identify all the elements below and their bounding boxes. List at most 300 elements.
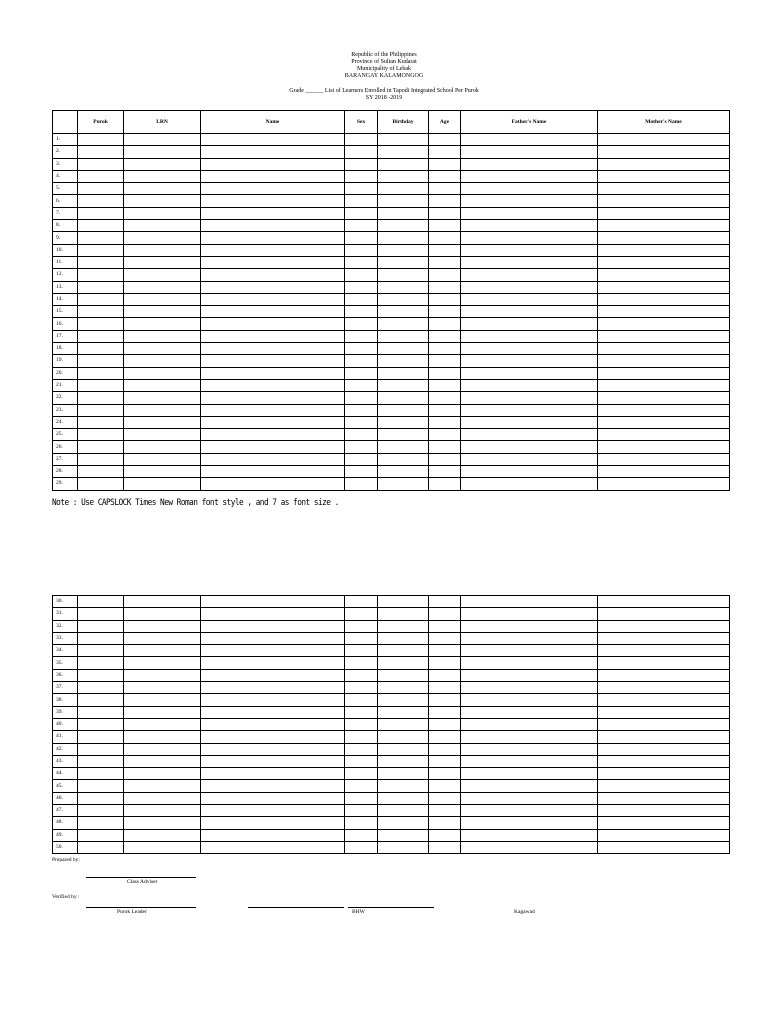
cell-sex[interactable] [345, 429, 378, 441]
cell-sex[interactable] [345, 718, 378, 730]
cell-mothers-name[interactable] [598, 158, 730, 170]
cell-birthday[interactable] [378, 416, 429, 428]
cell-birthday[interactable] [378, 632, 429, 644]
cell-lrn[interactable] [124, 829, 201, 841]
cell-fathers-name[interactable] [461, 355, 598, 367]
cell-birthday[interactable] [378, 608, 429, 620]
cell-fathers-name[interactable] [461, 379, 598, 391]
cell-purok[interactable] [78, 379, 124, 391]
cell-name[interactable] [201, 244, 345, 256]
cell-sex[interactable] [345, 330, 378, 342]
cell-fathers-name[interactable] [461, 731, 598, 743]
cell-age[interactable] [429, 817, 461, 829]
cell-age[interactable] [429, 306, 461, 318]
cell-fathers-name[interactable] [461, 306, 598, 318]
cell-birthday[interactable] [378, 478, 429, 490]
cell-mothers-name[interactable] [598, 632, 730, 644]
cell-lrn[interactable] [124, 183, 201, 195]
cell-mothers-name[interactable] [598, 743, 730, 755]
cell-lrn[interactable] [124, 343, 201, 355]
cell-sex[interactable] [345, 768, 378, 780]
cell-birthday[interactable] [378, 596, 429, 608]
cell-purok[interactable] [78, 632, 124, 644]
cell-name[interactable] [201, 706, 345, 718]
cell-birthday[interactable] [378, 170, 429, 182]
cell-name[interactable] [201, 478, 345, 490]
cell-birthday[interactable] [378, 318, 429, 330]
cell-fathers-name[interactable] [461, 293, 598, 305]
cell-purok[interactable] [78, 841, 124, 853]
cell-birthday[interactable] [378, 183, 429, 195]
cell-sex[interactable] [345, 608, 378, 620]
cell-fathers-name[interactable] [461, 244, 598, 256]
cell-birthday[interactable] [378, 343, 429, 355]
cell-age[interactable] [429, 269, 461, 281]
cell-purok[interactable] [78, 657, 124, 669]
cell-mothers-name[interactable] [598, 441, 730, 453]
cell-lrn[interactable] [124, 694, 201, 706]
cell-mothers-name[interactable] [598, 220, 730, 232]
cell-fathers-name[interactable] [461, 669, 598, 681]
cell-age[interactable] [429, 256, 461, 268]
cell-age[interactable] [429, 792, 461, 804]
cell-lrn[interactable] [124, 805, 201, 817]
cell-lrn[interactable] [124, 256, 201, 268]
cell-sex[interactable] [345, 183, 378, 195]
cell-name[interactable] [201, 608, 345, 620]
cell-mothers-name[interactable] [598, 682, 730, 694]
cell-sex[interactable] [345, 731, 378, 743]
cell-purok[interactable] [78, 478, 124, 490]
cell-fathers-name[interactable] [461, 343, 598, 355]
cell-age[interactable] [429, 293, 461, 305]
cell-purok[interactable] [78, 146, 124, 158]
cell-mothers-name[interactable] [598, 817, 730, 829]
cell-mothers-name[interactable] [598, 669, 730, 681]
cell-sex[interactable] [345, 355, 378, 367]
cell-lrn[interactable] [124, 657, 201, 669]
cell-birthday[interactable] [378, 792, 429, 804]
cell-sex[interactable] [345, 817, 378, 829]
cell-name[interactable] [201, 343, 345, 355]
cell-lrn[interactable] [124, 706, 201, 718]
cell-purok[interactable] [78, 817, 124, 829]
cell-lrn[interactable] [124, 134, 201, 146]
cell-age[interactable] [429, 780, 461, 792]
cell-mothers-name[interactable] [598, 183, 730, 195]
cell-birthday[interactable] [378, 453, 429, 465]
cell-age[interactable] [429, 429, 461, 441]
cell-sex[interactable] [345, 466, 378, 478]
cell-lrn[interactable] [124, 718, 201, 730]
cell-age[interactable] [429, 596, 461, 608]
cell-sex[interactable] [345, 669, 378, 681]
cell-lrn[interactable] [124, 146, 201, 158]
cell-age[interactable] [429, 743, 461, 755]
cell-mothers-name[interactable] [598, 134, 730, 146]
cell-name[interactable] [201, 817, 345, 829]
cell-mothers-name[interactable] [598, 306, 730, 318]
cell-sex[interactable] [345, 158, 378, 170]
cell-fathers-name[interactable] [461, 195, 598, 207]
cell-age[interactable] [429, 330, 461, 342]
cell-purok[interactable] [78, 416, 124, 428]
cell-lrn[interactable] [124, 244, 201, 256]
cell-purok[interactable] [78, 743, 124, 755]
cell-age[interactable] [429, 608, 461, 620]
cell-name[interactable] [201, 694, 345, 706]
cell-sex[interactable] [345, 207, 378, 219]
cell-mothers-name[interactable] [598, 608, 730, 620]
cell-age[interactable] [429, 441, 461, 453]
cell-lrn[interactable] [124, 768, 201, 780]
cell-sex[interactable] [345, 256, 378, 268]
cell-lrn[interactable] [124, 416, 201, 428]
cell-fathers-name[interactable] [461, 718, 598, 730]
cell-name[interactable] [201, 657, 345, 669]
cell-name[interactable] [201, 841, 345, 853]
cell-name[interactable] [201, 306, 345, 318]
cell-name[interactable] [201, 596, 345, 608]
cell-name[interactable] [201, 134, 345, 146]
cell-age[interactable] [429, 805, 461, 817]
cell-age[interactable] [429, 343, 461, 355]
cell-name[interactable] [201, 682, 345, 694]
cell-purok[interactable] [78, 306, 124, 318]
cell-birthday[interactable] [378, 146, 429, 158]
cell-lrn[interactable] [124, 306, 201, 318]
cell-age[interactable] [429, 682, 461, 694]
cell-fathers-name[interactable] [461, 146, 598, 158]
cell-age[interactable] [429, 841, 461, 853]
cell-purok[interactable] [78, 293, 124, 305]
cell-age[interactable] [429, 632, 461, 644]
cell-name[interactable] [201, 780, 345, 792]
cell-mothers-name[interactable] [598, 706, 730, 718]
cell-mothers-name[interactable] [598, 453, 730, 465]
cell-birthday[interactable] [378, 195, 429, 207]
cell-sex[interactable] [345, 478, 378, 490]
cell-lrn[interactable] [124, 841, 201, 853]
cell-birthday[interactable] [378, 743, 429, 755]
cell-age[interactable] [429, 466, 461, 478]
cell-birthday[interactable] [378, 645, 429, 657]
cell-age[interactable] [429, 281, 461, 293]
cell-birthday[interactable] [378, 355, 429, 367]
cell-mothers-name[interactable] [598, 232, 730, 244]
cell-purok[interactable] [78, 731, 124, 743]
cell-birthday[interactable] [378, 805, 429, 817]
cell-purok[interactable] [78, 318, 124, 330]
cell-purok[interactable] [78, 244, 124, 256]
cell-fathers-name[interactable] [461, 220, 598, 232]
cell-age[interactable] [429, 379, 461, 391]
cell-sex[interactable] [345, 306, 378, 318]
cell-name[interactable] [201, 743, 345, 755]
cell-sex[interactable] [345, 841, 378, 853]
cell-fathers-name[interactable] [461, 841, 598, 853]
cell-mothers-name[interactable] [598, 657, 730, 669]
cell-birthday[interactable] [378, 768, 429, 780]
cell-sex[interactable] [345, 379, 378, 391]
cell-name[interactable] [201, 718, 345, 730]
cell-mothers-name[interactable] [598, 718, 730, 730]
cell-age[interactable] [429, 367, 461, 379]
cell-lrn[interactable] [124, 379, 201, 391]
cell-age[interactable] [429, 657, 461, 669]
cell-fathers-name[interactable] [461, 183, 598, 195]
cell-age[interactable] [429, 404, 461, 416]
cell-age[interactable] [429, 244, 461, 256]
cell-sex[interactable] [345, 392, 378, 404]
cell-sex[interactable] [345, 232, 378, 244]
cell-name[interactable] [201, 829, 345, 841]
cell-mothers-name[interactable] [598, 429, 730, 441]
cell-sex[interactable] [345, 694, 378, 706]
cell-mothers-name[interactable] [598, 645, 730, 657]
cell-mothers-name[interactable] [598, 694, 730, 706]
cell-sex[interactable] [345, 404, 378, 416]
cell-fathers-name[interactable] [461, 441, 598, 453]
cell-fathers-name[interactable] [461, 367, 598, 379]
cell-lrn[interactable] [124, 478, 201, 490]
cell-purok[interactable] [78, 596, 124, 608]
cell-name[interactable] [201, 466, 345, 478]
cell-birthday[interactable] [378, 694, 429, 706]
cell-purok[interactable] [78, 829, 124, 841]
cell-age[interactable] [429, 645, 461, 657]
cell-fathers-name[interactable] [461, 429, 598, 441]
cell-purok[interactable] [78, 466, 124, 478]
cell-fathers-name[interactable] [461, 657, 598, 669]
cell-sex[interactable] [345, 293, 378, 305]
cell-birthday[interactable] [378, 293, 429, 305]
cell-birthday[interactable] [378, 441, 429, 453]
cell-mothers-name[interactable] [598, 355, 730, 367]
cell-name[interactable] [201, 330, 345, 342]
cell-name[interactable] [201, 158, 345, 170]
cell-mothers-name[interactable] [598, 330, 730, 342]
cell-sex[interactable] [345, 195, 378, 207]
cell-mothers-name[interactable] [598, 620, 730, 632]
cell-birthday[interactable] [378, 367, 429, 379]
cell-age[interactable] [429, 478, 461, 490]
cell-name[interactable] [201, 792, 345, 804]
cell-fathers-name[interactable] [461, 829, 598, 841]
cell-lrn[interactable] [124, 404, 201, 416]
cell-fathers-name[interactable] [461, 706, 598, 718]
cell-purok[interactable] [78, 755, 124, 767]
cell-name[interactable] [201, 632, 345, 644]
cell-purok[interactable] [78, 706, 124, 718]
cell-lrn[interactable] [124, 608, 201, 620]
cell-mothers-name[interactable] [598, 244, 730, 256]
cell-mothers-name[interactable] [598, 170, 730, 182]
cell-fathers-name[interactable] [461, 792, 598, 804]
cell-lrn[interactable] [124, 195, 201, 207]
cell-lrn[interactable] [124, 158, 201, 170]
cell-birthday[interactable] [378, 281, 429, 293]
cell-age[interactable] [429, 134, 461, 146]
cell-purok[interactable] [78, 768, 124, 780]
cell-fathers-name[interactable] [461, 780, 598, 792]
cell-sex[interactable] [345, 170, 378, 182]
cell-sex[interactable] [345, 805, 378, 817]
cell-name[interactable] [201, 429, 345, 441]
cell-birthday[interactable] [378, 669, 429, 681]
cell-mothers-name[interactable] [598, 281, 730, 293]
cell-lrn[interactable] [124, 170, 201, 182]
cell-fathers-name[interactable] [461, 453, 598, 465]
cell-purok[interactable] [78, 718, 124, 730]
cell-fathers-name[interactable] [461, 478, 598, 490]
cell-lrn[interactable] [124, 780, 201, 792]
cell-birthday[interactable] [378, 306, 429, 318]
cell-sex[interactable] [345, 367, 378, 379]
cell-name[interactable] [201, 207, 345, 219]
cell-mothers-name[interactable] [598, 416, 730, 428]
cell-birthday[interactable] [378, 657, 429, 669]
cell-sex[interactable] [345, 780, 378, 792]
cell-fathers-name[interactable] [461, 404, 598, 416]
cell-lrn[interactable] [124, 743, 201, 755]
cell-purok[interactable] [78, 183, 124, 195]
cell-lrn[interactable] [124, 755, 201, 767]
cell-lrn[interactable] [124, 392, 201, 404]
cell-age[interactable] [429, 183, 461, 195]
cell-purok[interactable] [78, 367, 124, 379]
cell-fathers-name[interactable] [461, 158, 598, 170]
cell-fathers-name[interactable] [461, 281, 598, 293]
cell-birthday[interactable] [378, 706, 429, 718]
cell-purok[interactable] [78, 256, 124, 268]
cell-mothers-name[interactable] [598, 392, 730, 404]
cell-lrn[interactable] [124, 792, 201, 804]
cell-birthday[interactable] [378, 755, 429, 767]
cell-birthday[interactable] [378, 429, 429, 441]
cell-lrn[interactable] [124, 817, 201, 829]
cell-fathers-name[interactable] [461, 232, 598, 244]
cell-age[interactable] [429, 392, 461, 404]
cell-birthday[interactable] [378, 134, 429, 146]
cell-purok[interactable] [78, 780, 124, 792]
cell-age[interactable] [429, 220, 461, 232]
cell-name[interactable] [201, 755, 345, 767]
cell-lrn[interactable] [124, 355, 201, 367]
cell-birthday[interactable] [378, 841, 429, 853]
cell-name[interactable] [201, 220, 345, 232]
cell-purok[interactable] [78, 330, 124, 342]
cell-age[interactable] [429, 620, 461, 632]
cell-purok[interactable] [78, 645, 124, 657]
cell-name[interactable] [201, 183, 345, 195]
cell-sex[interactable] [345, 620, 378, 632]
cell-birthday[interactable] [378, 620, 429, 632]
cell-birthday[interactable] [378, 379, 429, 391]
cell-purok[interactable] [78, 792, 124, 804]
cell-lrn[interactable] [124, 207, 201, 219]
cell-mothers-name[interactable] [598, 466, 730, 478]
cell-fathers-name[interactable] [461, 392, 598, 404]
cell-purok[interactable] [78, 694, 124, 706]
cell-name[interactable] [201, 355, 345, 367]
cell-birthday[interactable] [378, 731, 429, 743]
cell-birthday[interactable] [378, 466, 429, 478]
cell-fathers-name[interactable] [461, 620, 598, 632]
cell-purok[interactable] [78, 220, 124, 232]
cell-name[interactable] [201, 441, 345, 453]
cell-sex[interactable] [345, 416, 378, 428]
cell-name[interactable] [201, 404, 345, 416]
cell-mothers-name[interactable] [598, 768, 730, 780]
cell-mothers-name[interactable] [598, 731, 730, 743]
cell-fathers-name[interactable] [461, 682, 598, 694]
cell-name[interactable] [201, 392, 345, 404]
cell-sex[interactable] [345, 706, 378, 718]
cell-name[interactable] [201, 195, 345, 207]
cell-lrn[interactable] [124, 453, 201, 465]
cell-fathers-name[interactable] [461, 269, 598, 281]
cell-age[interactable] [429, 755, 461, 767]
cell-purok[interactable] [78, 232, 124, 244]
cell-name[interactable] [201, 645, 345, 657]
cell-fathers-name[interactable] [461, 256, 598, 268]
cell-lrn[interactable] [124, 632, 201, 644]
cell-sex[interactable] [345, 220, 378, 232]
cell-fathers-name[interactable] [461, 170, 598, 182]
cell-fathers-name[interactable] [461, 805, 598, 817]
cell-mothers-name[interactable] [598, 318, 730, 330]
cell-birthday[interactable] [378, 220, 429, 232]
cell-name[interactable] [201, 669, 345, 681]
cell-lrn[interactable] [124, 330, 201, 342]
cell-birthday[interactable] [378, 158, 429, 170]
cell-purok[interactable] [78, 453, 124, 465]
cell-birthday[interactable] [378, 256, 429, 268]
cell-purok[interactable] [78, 441, 124, 453]
cell-fathers-name[interactable] [461, 466, 598, 478]
cell-birthday[interactable] [378, 232, 429, 244]
cell-mothers-name[interactable] [598, 404, 730, 416]
cell-birthday[interactable] [378, 829, 429, 841]
cell-fathers-name[interactable] [461, 318, 598, 330]
cell-sex[interactable] [345, 343, 378, 355]
cell-name[interactable] [201, 318, 345, 330]
cell-purok[interactable] [78, 207, 124, 219]
cell-name[interactable] [201, 805, 345, 817]
cell-name[interactable] [201, 768, 345, 780]
cell-name[interactable] [201, 146, 345, 158]
cell-age[interactable] [429, 355, 461, 367]
cell-name[interactable] [201, 269, 345, 281]
cell-age[interactable] [429, 669, 461, 681]
cell-sex[interactable] [345, 792, 378, 804]
cell-mothers-name[interactable] [598, 343, 730, 355]
cell-lrn[interactable] [124, 269, 201, 281]
cell-purok[interactable] [78, 429, 124, 441]
cell-sex[interactable] [345, 269, 378, 281]
cell-name[interactable] [201, 379, 345, 391]
cell-lrn[interactable] [124, 367, 201, 379]
cell-lrn[interactable] [124, 293, 201, 305]
cell-purok[interactable] [78, 269, 124, 281]
cell-sex[interactable] [345, 596, 378, 608]
cell-lrn[interactable] [124, 232, 201, 244]
cell-sex[interactable] [345, 743, 378, 755]
cell-birthday[interactable] [378, 269, 429, 281]
cell-purok[interactable] [78, 392, 124, 404]
cell-purok[interactable] [78, 158, 124, 170]
